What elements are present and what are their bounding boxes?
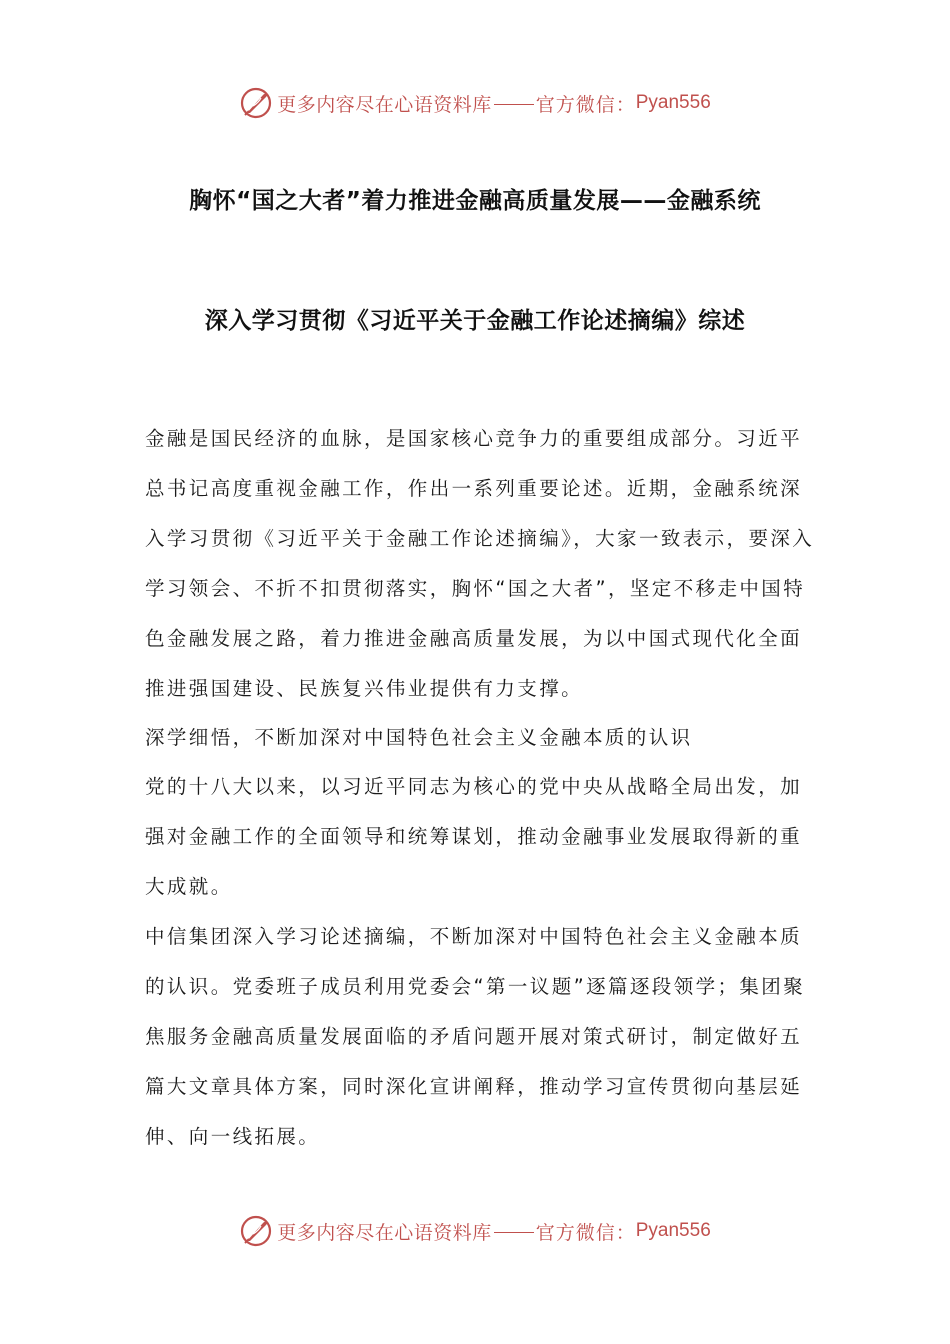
body-paragraph: 党的十八大以来，以习近平同志为核心的党中央从战略全局出发，加强对金融工作的全面领导和统筹谋划，推动金融事业发展取得新的重大成就。 [145,775,803,898]
wechat-id: Pyan556 [635,92,711,113]
document-body [145,414,815,1162]
body-paragraph: 金融是国民经济的血脉，是国家核心竞争力的重要组成部分。习近平总书记高度重视金融工作，作出一系列重要论述。近期，金融系统深入学习贯彻《习近平关于金融工作论述摘编》，大家一致表示，要深入学习领会、不折不扣贯彻落实，胸怀“国之大者”，坚定不移走中国特色金融发展之路，着力推进金融高质量发展，为以中国式现代化全面推进强国建设、民族复兴伟业提供有力支撑。 [145,427,815,700]
wechat-label: 官方微信： [535,93,636,116]
footer-watermark-banner [0,1211,950,1251]
wechat-id: Pyan556 [635,1220,711,1241]
document-title-line-2: 深入学习贯彻《习近平关于金融工作论述摘编》综述 [204,308,746,334]
quill-pen-logo-icon [239,1214,273,1248]
banner-dash-divider [494,1232,534,1233]
wechat-label: 官方微信： [535,1221,636,1244]
promo-text: 更多内容尽在心语资料库 [277,1221,492,1244]
promo-text: 更多内容尽在心语资料库 [277,93,492,116]
body-paragraph: 中信集团深入学习论述摘编，不断加深对中国特色社会主义金融本质的认识。党委班子成员利用党委会“第一议题”逐篇逐段领学；集团聚焦服务金融高质量发展面临的矛盾问题开展对策式研讨，制定做好五篇大文章具体方案，同时深化宣讲阐释，推动学习宣传贯彻向基层延伸、向一线拓展。 [145,925,806,1148]
banner-dash-divider [494,104,534,105]
quill-pen-logo-icon [239,86,273,120]
header-watermark-banner [0,83,950,123]
document-title-line-1: 胸怀“国之大者”着力推进金融高质量发展——金融系统 [189,188,761,214]
section-heading: 深学细悟，不断加深对中国特色社会主义金融本质的认识 [145,726,693,749]
